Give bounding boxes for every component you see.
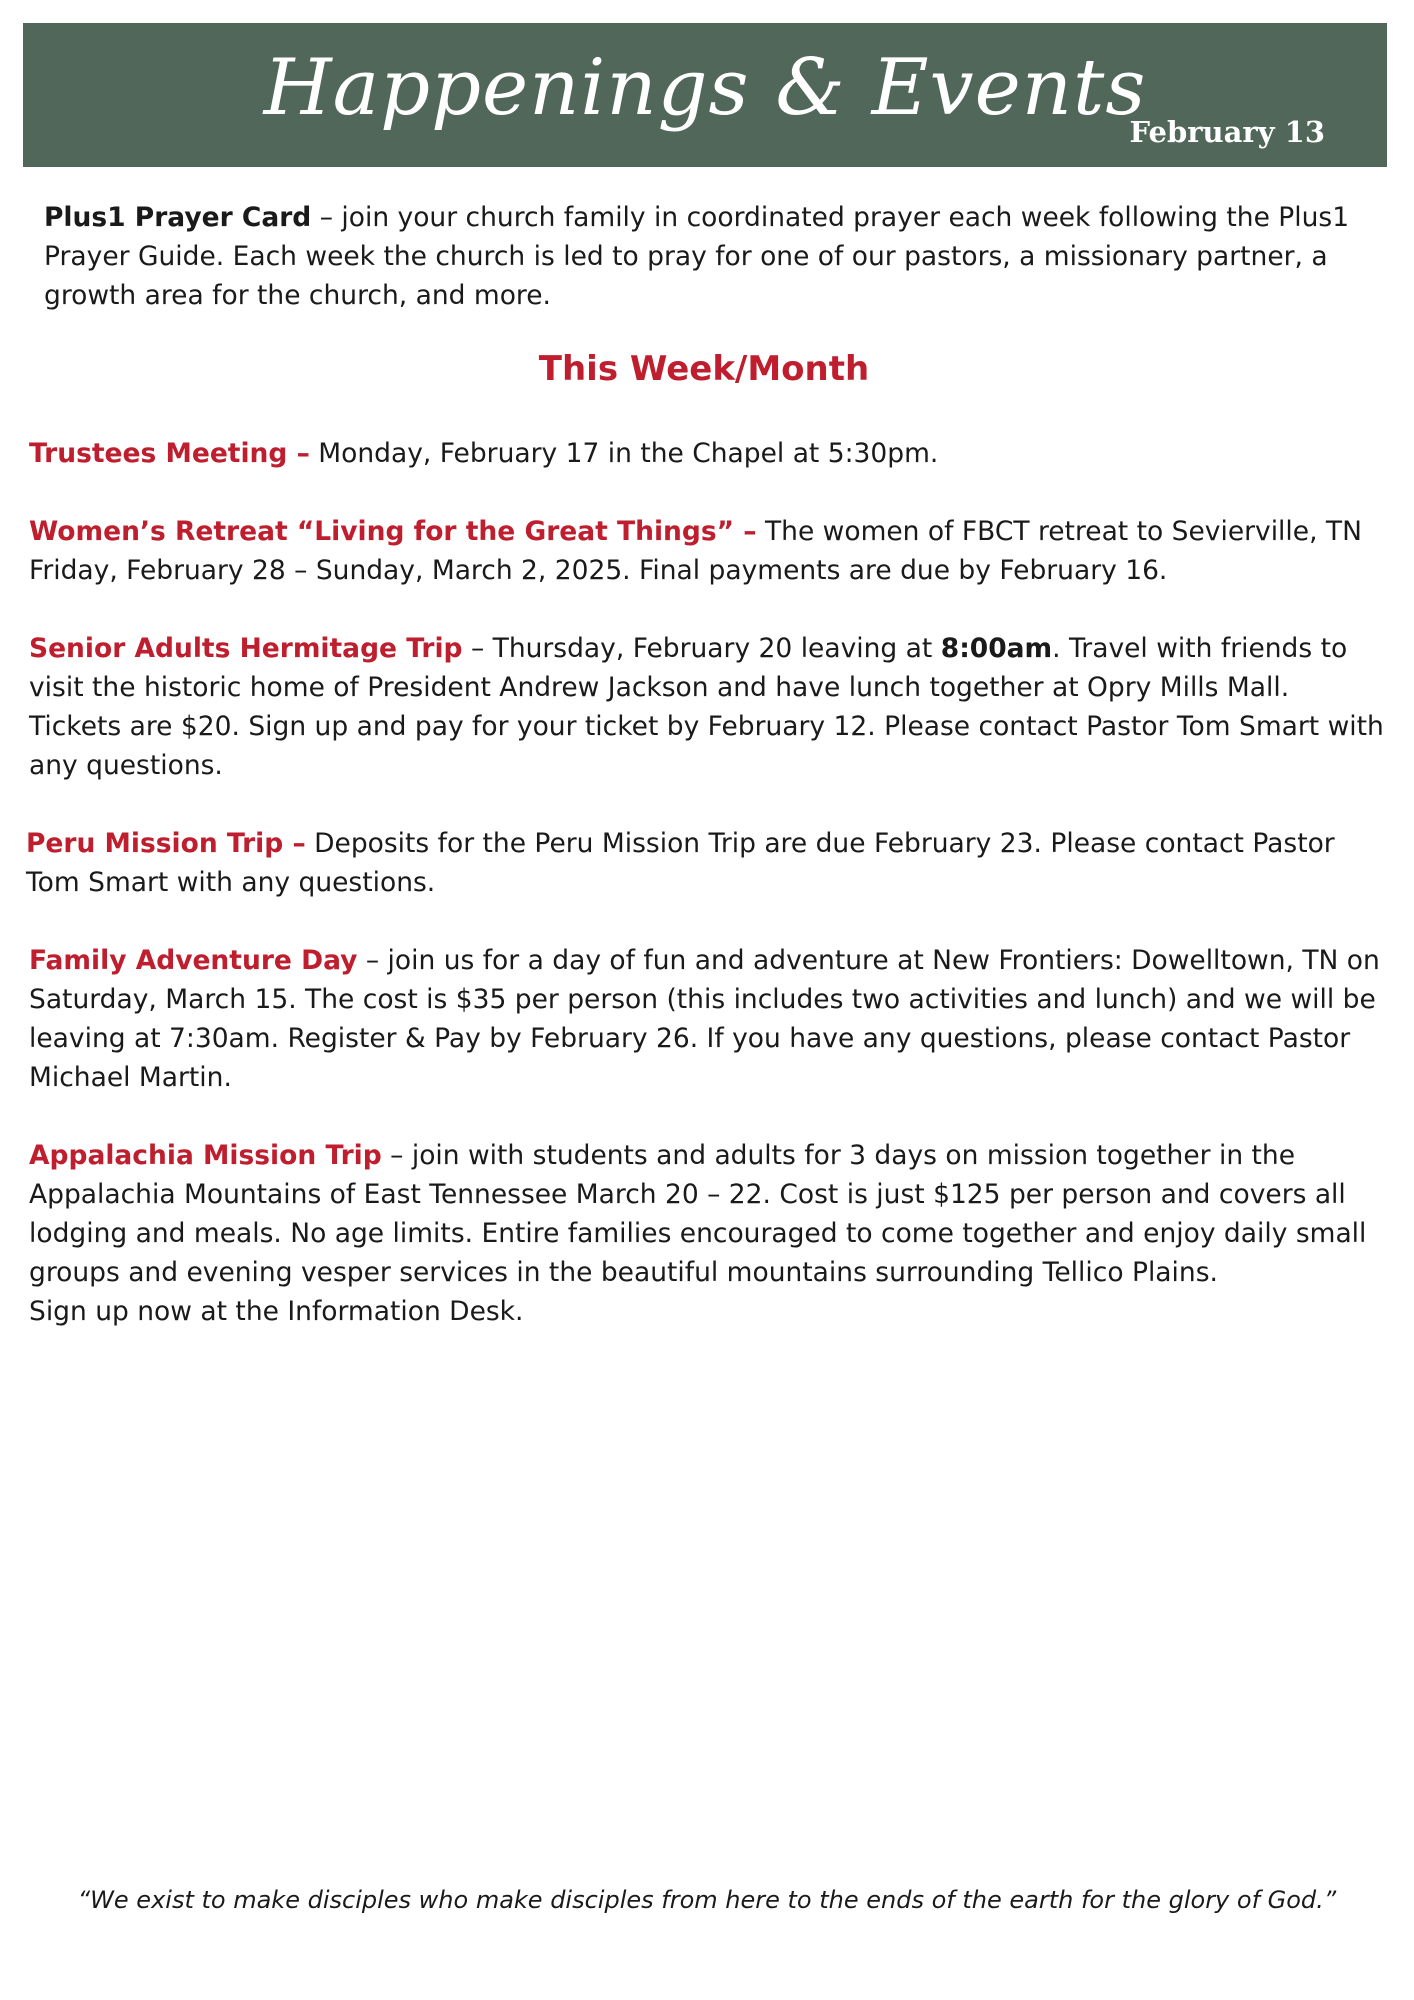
event-signup-note: Sign up now at the Information Desk. xyxy=(29,1296,524,1327)
event-text: – Thursday, February 20 leaving at xyxy=(462,633,941,664)
event-womens-retreat xyxy=(29,512,1389,590)
event-text: – join us for a day of fun and adventure at New Frontiers: Dowelltown, TN on Saturday, March 15. The cost is $35 per person (this includes two activities and lunch) and we will be leaving at 7:30am. Register & Pay by February 26. If you have any questions, please contact Pastor Michael Martin. xyxy=(29,945,1380,1093)
event-title: Senior Adults Hermitage Trip xyxy=(29,633,463,664)
event-trustees-meeting xyxy=(29,434,1389,473)
page-title: Happenings & Events xyxy=(263,43,1147,133)
event-text-continued: . Travel with friends to visit the historic home of President Andrew Jackson and have lunch together at Opry Mills Mall. Tickets are $20. Sign up and pay for your ticket by February 12. Please contact Pastor Tom Smart with any questions. xyxy=(29,633,1384,781)
event-bold-time: 8:00am xyxy=(940,633,1053,664)
header-date: February 13 xyxy=(1129,115,1325,149)
event-title: Appalachia Mission Trip xyxy=(29,1140,382,1171)
header-banner xyxy=(23,23,1387,167)
event-senior-adults-trip xyxy=(29,629,1389,785)
event-title: Trustees Meeting – xyxy=(29,438,310,469)
event-text: Monday, February 17 in the Chapel at 5:30pm. xyxy=(309,438,939,469)
event-appalachia-mission-trip xyxy=(29,1136,1389,1331)
event-title: Women’s Retreat “Living for the Great Things” – xyxy=(29,516,757,547)
event-peru-mission-trip xyxy=(26,824,1389,902)
event-title: Family Adventure Day xyxy=(29,945,358,976)
section-heading: This Week/Month xyxy=(538,349,870,389)
intro-text: – join your church family in coordinated prayer each week following the Plus1 Prayer Guide. Each week the church is led to pray for one of our pastors, a missionary partner, a growth area for the church, and more. xyxy=(44,202,1350,311)
mission-statement: “We exist to make disciples who make disciples from here to the ends of the earth for the glory of God.” xyxy=(77,1886,1337,1914)
event-text: Deposits for the Peru Mission Trip are due February 23. Please contact Pastor Tom Smart with any questions. xyxy=(26,828,1335,898)
event-family-adventure-day xyxy=(29,941,1389,1097)
intro-title: Plus1 Prayer Card xyxy=(44,202,312,233)
intro-paragraph xyxy=(29,198,1389,315)
event-title: Peru Mission Trip – xyxy=(26,828,306,859)
event-text: – join with students and adults for 3 days on mission together in the Appalachia Mountains of East Tennessee March 20 – 22. Cost is just $125 per person and covers all lodging and meals. No age limits. Entire families encouraged to come together and enjoy daily small groups and evening vesper services in the beautiful mountains surrounding Tellico Plains. xyxy=(29,1140,1367,1288)
event-text: The women of FBCT retreat to Sevierville, TN Friday, February 28 – Sunday, March 2, 2025. Final payments are due by February 16. xyxy=(29,516,1362,586)
main-content xyxy=(26,198,1389,1370)
